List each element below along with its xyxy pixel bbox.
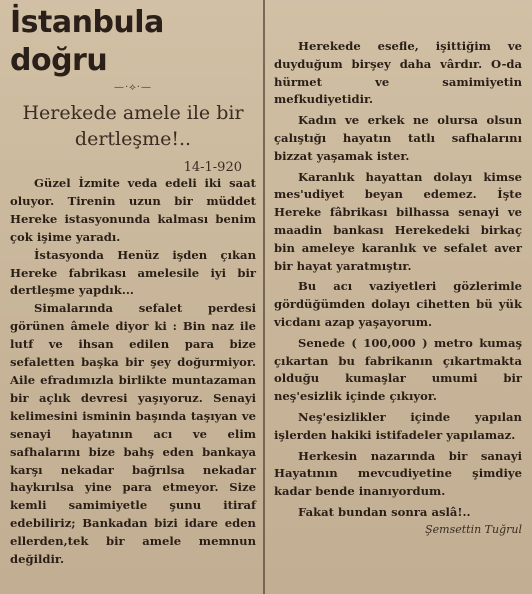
column-divider bbox=[263, 0, 265, 594]
ornament-divider: —·⟡·— bbox=[114, 82, 152, 93]
paragraph: Herekede esefle, işittiğim ve duyduğum birşey daha vârdır. O-da hürmet ve samimiyetin mefkudiyetidir. bbox=[274, 39, 522, 107]
paragraph: İstasyonda Henüz işden çıkan Hereke fabrikası amelesile iyi bir dertleşme yapdık... bbox=[10, 247, 256, 298]
subhead-line-2: dertleşme!.. bbox=[74, 128, 192, 150]
paragraph: Güzel İzmite veda edeli iki saat oluyor. Tirenin uzun bir müddet Hereke istasyonunda kalması benim çok işime yaradı. bbox=[10, 176, 256, 244]
article-subhead bbox=[10, 100, 256, 152]
paragraph: Neş'esizlikler içinde yapılan işlerden hakiki istifadeler yapılamaz. bbox=[274, 409, 522, 442]
paragraph: Herkesin nazarında bir sanayi Hayatının mevcudiyetine şimdiye kadar bende inanıyordum. bbox=[274, 448, 522, 499]
paragraph: Kadın ve erkek ne olursa olsun çalıştığı hayatın tatlı safhalarını bizzat yaşamak ister. bbox=[274, 113, 522, 163]
subhead-line-1: Herekede amele ile bir bbox=[22, 102, 244, 124]
paragraph: Simalarında sefalet perdesi görünen âmele diyor ki : Bin naz ile lutf ve ihsan edilen para bize sefaletten başka bir şey doğurmiyor. Aile efradımızla birlikte muntazaman bir açlık devresi yaşıyoruz. Senayi kelimesini isminin başında taşıyan ve senayi hayatının acı ve elim safhalarını bize bahş eden bankaya karşı nekadar bağrılsa nekadar haykırılsa yine para etmeyor. Size kemli samimiyetle şunu itiraf edebiliriz; Bankadan bizi idare eden ellerden,tek bir amele memnun değildir. bbox=[10, 301, 256, 567]
paragraph: Karanlık hayattan dolayı kimse mes'udiyet beyan edemez. İşte Hereke fâbrikası bilhassa senayi ve maadin bankası Herekedeki birkaç bin ameleye karanlık ve sefalet aver bir hayat yaratmıştır. bbox=[274, 169, 522, 273]
paragraph: Bu acı vaziyetleri gözlerimle gördüğümden dolayı cihetten bü yük vicdanı azap yaşayorum. bbox=[274, 279, 522, 329]
paragraph: Senede ( 100,000 ) metro kumaş çıkartan bu fabrikanın çıkartmakta olduğu kumaşlar umumi bir neş'esizlik içinde çıkıyor. bbox=[274, 335, 522, 404]
right-column bbox=[274, 38, 522, 536]
paragraph: Fakat bundan sonra aslâ!.. bbox=[298, 504, 471, 519]
author-signature: Şemsettin Tuğrul bbox=[425, 522, 522, 536]
article-date: 14-1-920 bbox=[183, 160, 242, 175]
article-headline: İstanbula doğru bbox=[10, 5, 164, 78]
left-column bbox=[10, 4, 256, 569]
